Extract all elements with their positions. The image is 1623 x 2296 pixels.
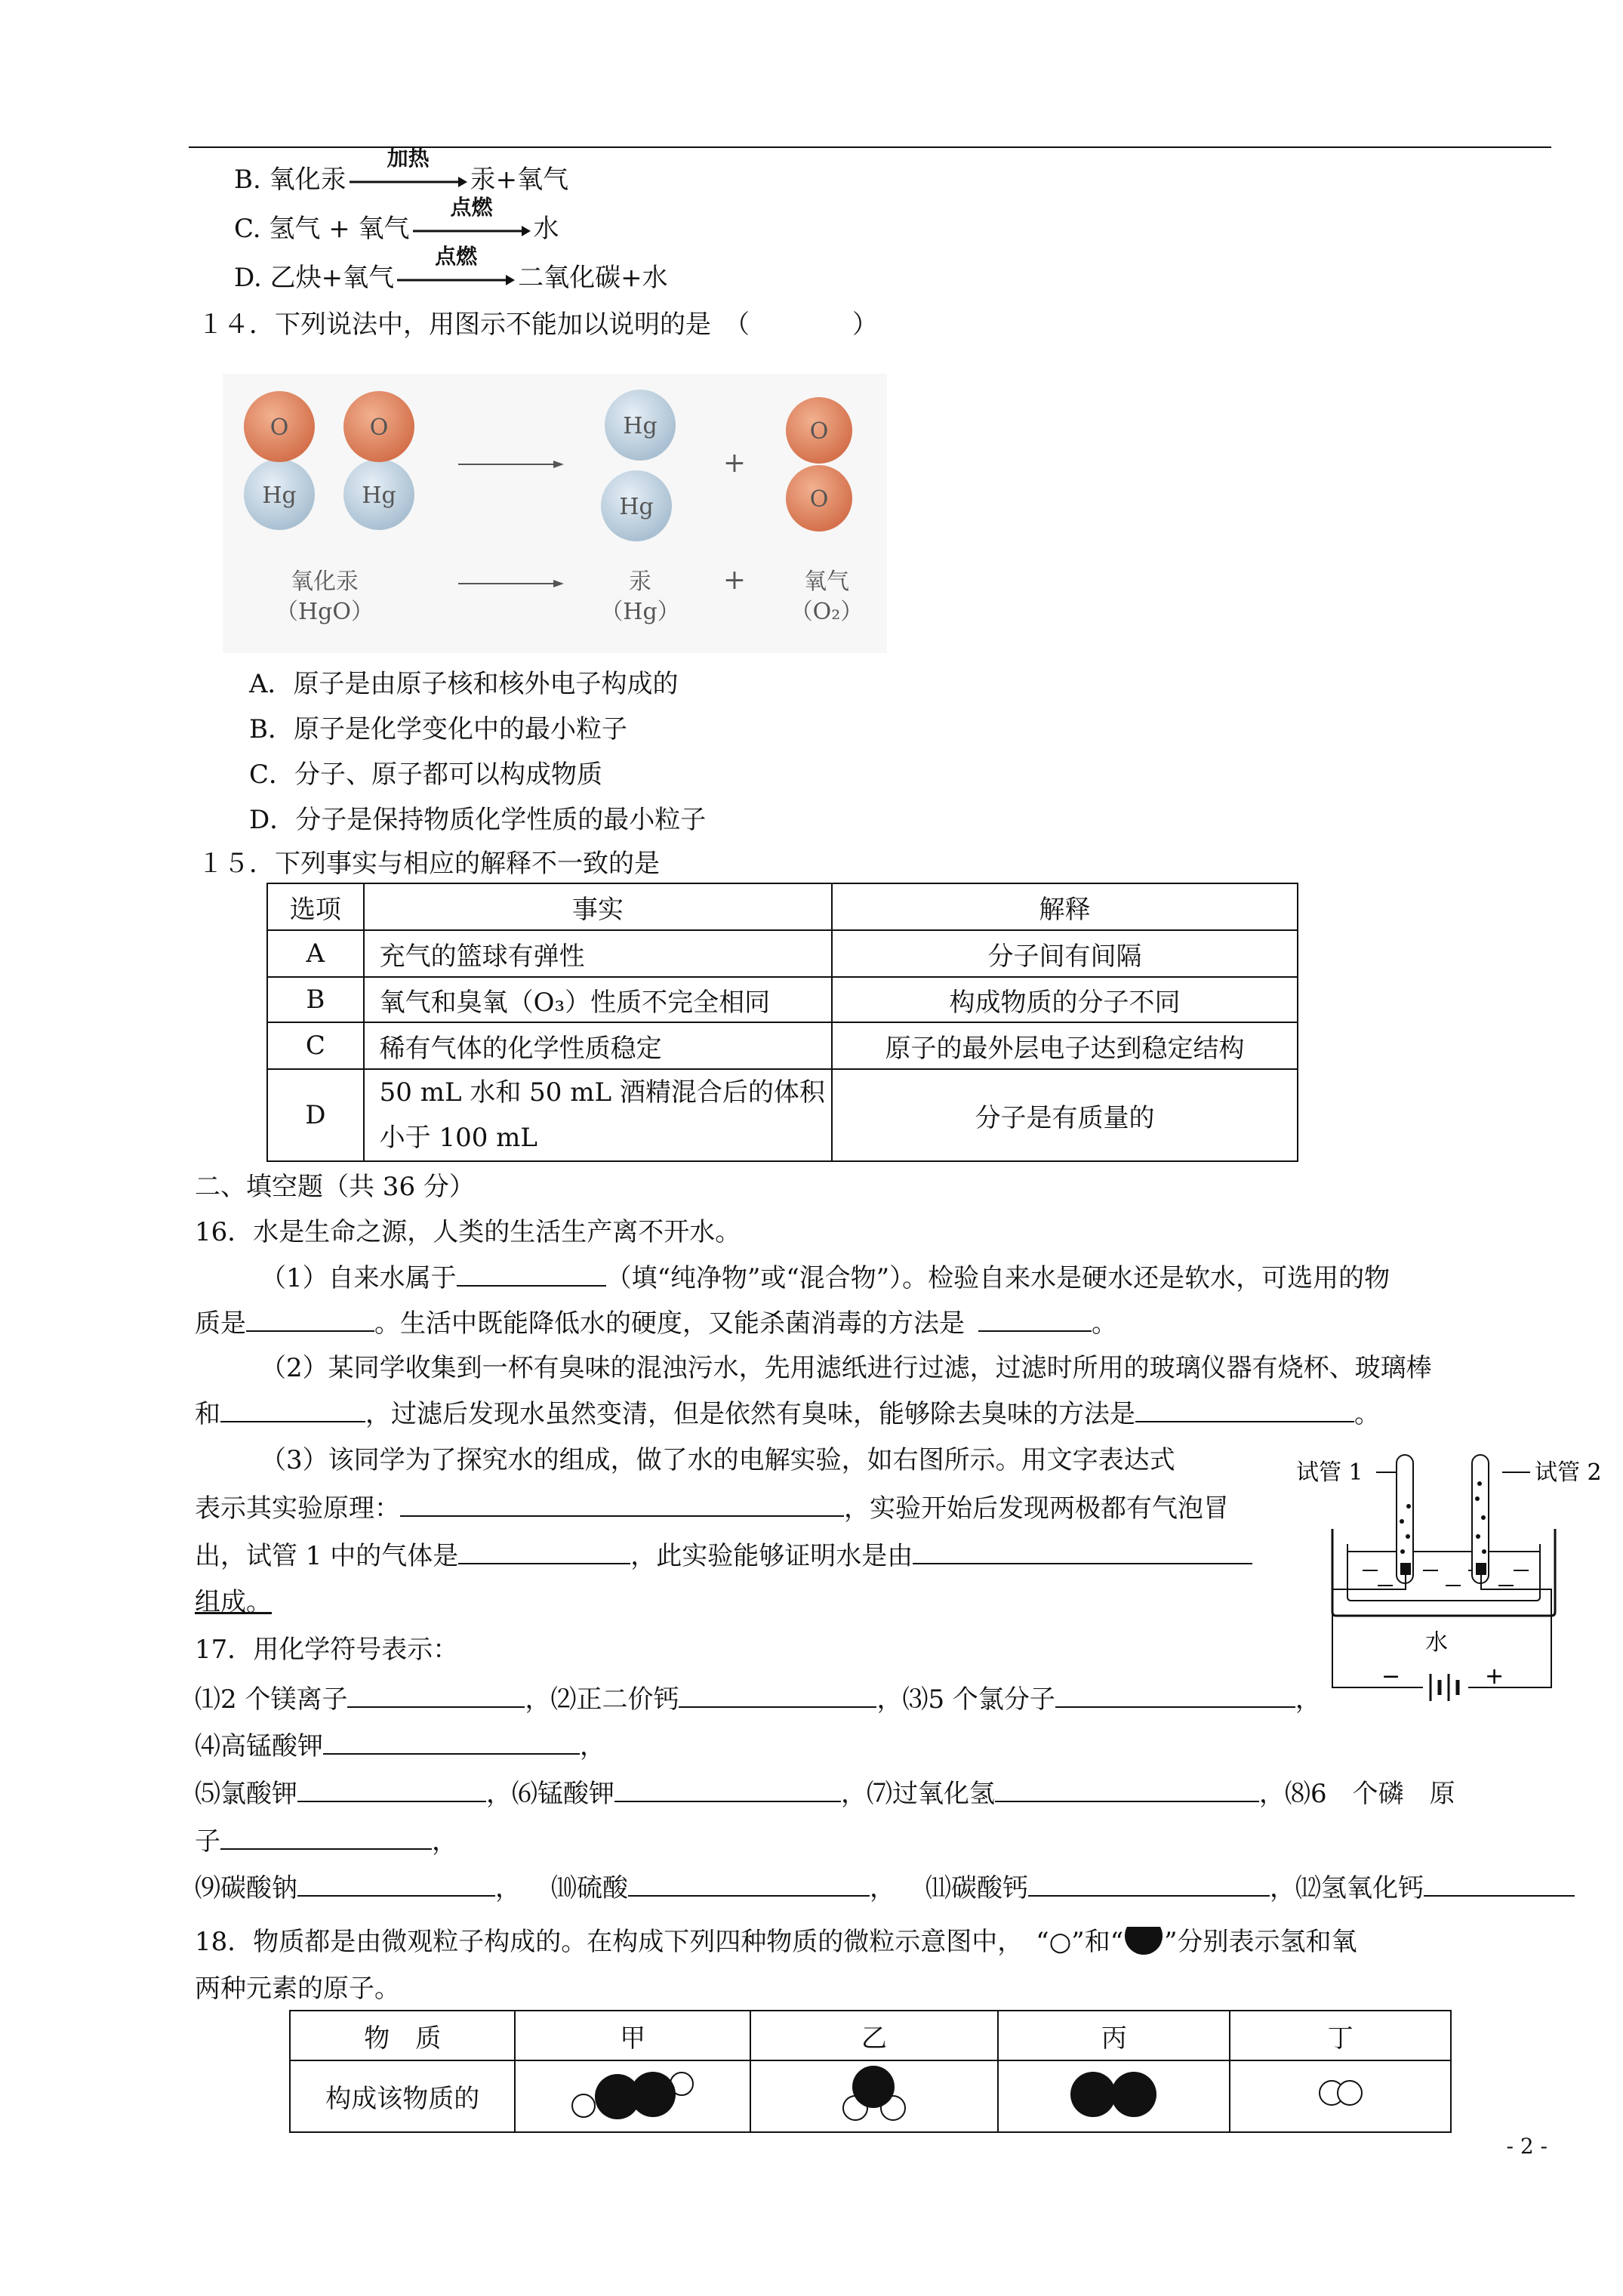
answer-blank[interactable] <box>995 1777 1259 1802</box>
hg-atom-label: Hg <box>262 482 297 509</box>
arrow-icon <box>413 223 531 239</box>
q18-table <box>289 2010 1452 2133</box>
o2-formula: （O₂） <box>790 599 864 625</box>
text: ”分别表示氢和氧 <box>1164 1927 1357 1957</box>
q16-part1-line2 <box>195 1306 1117 1340</box>
separator: ， <box>495 1873 521 1903</box>
q16-part1-line1 <box>260 1261 1390 1295</box>
answer-blank[interactable] <box>614 1777 841 1802</box>
q17-line3 <box>195 1777 1455 1811</box>
molecule-jia-icon <box>561 2063 704 2123</box>
table-header-row <box>290 2011 1451 2060</box>
q14-option-a: A．原子是由原子核和核外电子构成的 <box>249 669 679 699</box>
molecule-ding-cell <box>1230 2060 1451 2132</box>
q14-stem: １４．下列说法中，用图示不能加以说明的是 （ ） <box>198 310 878 340</box>
separator: ， <box>525 1684 551 1715</box>
answer-blank[interactable] <box>1424 1871 1575 1897</box>
hg-atom-label: Hg <box>623 413 658 439</box>
product-text: 水 <box>533 214 559 244</box>
table-row <box>267 1069 1298 1161</box>
molecule-jia-cell <box>515 2060 750 2132</box>
q16-part2-line2 <box>195 1397 1380 1431</box>
q16-part2-line1: （2）某同学收集到一杯有臭味的混浊污水，先用滤纸进行过滤，过滤时所用的玻璃仪器有烧杯、玻璃棒 <box>260 1353 1432 1383</box>
item-label: ⑵正二价钙 <box>550 1684 679 1715</box>
section-heading: 二、填空题（共 36 分） <box>195 1172 475 1202</box>
text: 。 <box>1092 1308 1117 1339</box>
electrode <box>1476 1563 1486 1575</box>
item-label: ⑼碳酸钠 <box>195 1873 297 1903</box>
water-label: 水 <box>1425 1629 1448 1656</box>
row-fact: 稀有气体的化学性质稳定 <box>364 1022 832 1069</box>
separator: ， <box>432 1826 457 1857</box>
row-label: 构成该物质的 <box>290 2060 515 2132</box>
header-option: 选项 <box>267 883 364 930</box>
header-bing: 丙 <box>998 2011 1230 2060</box>
item-label: ⑽硫酸 <box>551 1873 628 1903</box>
header-yi: 乙 <box>750 2011 999 2060</box>
q14-option-b: B．原子是化学变化中的最小粒子 <box>249 714 627 744</box>
page-number: - 2 - <box>1506 2134 1548 2159</box>
hgo-name: 氧化汞 <box>291 569 359 595</box>
hg-formula: （Hg） <box>600 599 680 625</box>
arrow-condition: 点燃 <box>450 195 493 220</box>
item-label: ⑹锰酸钾 <box>512 1779 614 1809</box>
answer-blank[interactable] <box>1028 1871 1270 1897</box>
text: 。 <box>1354 1399 1380 1429</box>
row-fact <box>364 1069 832 1161</box>
table-header-row <box>267 883 1298 930</box>
answer-blank[interactable] <box>323 1729 580 1755</box>
q16-part3-line3 <box>195 1539 1252 1573</box>
row-option: B <box>267 977 364 1022</box>
text: ，此实验能够证明水是由 <box>630 1541 913 1571</box>
header-fact: 事实 <box>364 883 832 930</box>
arrow-icon <box>397 273 515 288</box>
table-row <box>267 930 1298 977</box>
answer-blank[interactable] <box>457 1261 606 1287</box>
answer-blank[interactable] <box>913 1539 1252 1564</box>
text: （填“纯净物”或“混合物”）。检验自来水是硬水还是软水，可选用的物 <box>605 1263 1390 1293</box>
text: ，实验开始后发现两极都有气泡冒 <box>844 1493 1229 1524</box>
text: 18．物质都是由微观粒子构成的。在构成下列四种物质的微粒示意图中， “○”和“ <box>195 1927 1124 1957</box>
item-label: ⑸氯酸钾 <box>195 1779 297 1809</box>
separator: ， <box>1295 1684 1321 1715</box>
reactant-text: C. 氢气 + 氧气 <box>234 214 410 244</box>
answer-blank[interactable] <box>246 1306 374 1332</box>
answer-blank[interactable] <box>1135 1397 1354 1422</box>
answer-blank[interactable] <box>297 1777 486 1802</box>
q15-stem: １５．下列事实与相应的解释不一致的是 <box>198 849 660 879</box>
header-reason: 解释 <box>832 883 1298 930</box>
item-label: ⑶5 个氯分子 <box>902 1684 1055 1715</box>
plus-sign: + <box>722 565 747 596</box>
tube1-label: 试管 1 <box>1296 1459 1363 1486</box>
table-row <box>267 1022 1298 1069</box>
q17-line2 <box>195 1729 605 1763</box>
q17-line4 <box>195 1824 457 1858</box>
header-ding: 丁 <box>1230 2011 1451 2060</box>
arrow-icon <box>350 174 467 190</box>
separator: ， <box>1259 1779 1285 1809</box>
answer-blank[interactable] <box>458 1539 630 1564</box>
electrolysis-apparatus-diagram <box>1287 1446 1604 1718</box>
trough-inner <box>1347 1544 1540 1601</box>
row-fact: 氧气和臭氧（O₃）性质不完全相同 <box>364 977 832 1022</box>
product-text: 汞+氧气 <box>470 165 569 195</box>
tube2-label: 试管 2 <box>1535 1459 1602 1486</box>
plus-sign: + <box>722 448 747 479</box>
answer-blank[interactable] <box>347 1682 525 1708</box>
q18-stem-line1 <box>195 1925 1357 1960</box>
text: 出，试管 1 中的气体是 <box>195 1541 459 1571</box>
o-atom-label: O <box>369 415 389 441</box>
item-label: ⑺过氧化氢 <box>867 1779 995 1809</box>
row-reason: 构成物质的分子不同 <box>832 977 1298 1022</box>
q16-part3-line4: 组成。 <box>195 1587 272 1617</box>
answer-blank[interactable] <box>628 1871 870 1897</box>
separator: ， <box>1270 1873 1295 1903</box>
q16-part3-line1: （3）该同学为了探究水的组成，做了水的电解实验，如右图所示。用文字表达式 <box>260 1445 1175 1475</box>
separator: ， <box>876 1684 903 1715</box>
text: 和 <box>195 1399 220 1429</box>
row-reason: 原子的最外层电子达到稳定结构 <box>832 1022 1298 1069</box>
row-option: D <box>267 1069 364 1161</box>
item-label: ⑾碳酸钙 <box>925 1873 1028 1903</box>
answer-blank[interactable] <box>1055 1682 1295 1708</box>
water-lines <box>1363 1570 1529 1586</box>
molecule-ding-icon <box>1307 2070 1375 2116</box>
q17-line5 <box>195 1871 1575 1905</box>
text: （1）自来水属于 <box>260 1263 457 1293</box>
header-jia: 甲 <box>515 2011 750 2060</box>
q18-stem-line2: 两种元素的原子。 <box>195 1974 400 2004</box>
hg-name: 汞 <box>629 569 651 595</box>
item-label: 子 <box>195 1826 220 1857</box>
hg-atom-label: Hg <box>619 494 654 520</box>
item-label: ⑴2 个镁离子 <box>195 1684 348 1715</box>
text: 质是 <box>195 1308 246 1339</box>
row-fact-line1: 50 mL 水和 50 mL 酒精混合后的体积 <box>379 1077 825 1108</box>
answer-blank[interactable] <box>679 1682 876 1708</box>
trough <box>1332 1529 1555 1616</box>
row-reason: 分子是有质量的 <box>832 1069 1298 1161</box>
table-row <box>290 2060 1451 2132</box>
answer-blank[interactable] <box>297 1871 495 1897</box>
o-atom-label: O <box>809 486 829 513</box>
q14-option-c: C．分子、原子都可以构成物质 <box>249 760 603 790</box>
electrode <box>1400 1563 1411 1575</box>
q17-stem: 17．用化学符号表示： <box>195 1635 459 1665</box>
separator: ， <box>486 1779 512 1809</box>
row-reason: 分子间有间隔 <box>832 930 1298 977</box>
positive-terminal: + <box>1485 1663 1504 1690</box>
row-fact-line2: 小于 100 mL <box>379 1123 538 1153</box>
separator: ， <box>580 1731 605 1761</box>
molecule-yi-icon <box>825 2061 923 2125</box>
q16-stem: 16．水是生命之源，人类的生活生产离不开水。 <box>195 1217 741 1247</box>
hg-atom-label: Hg <box>362 482 396 509</box>
q16-part3-line2 <box>195 1491 1229 1525</box>
product-text: 二氧化碳+水 <box>518 263 668 293</box>
row-option: A <box>267 930 364 977</box>
row-option: C <box>267 1022 364 1069</box>
table-row <box>267 977 1298 1022</box>
o2-name: 氧气 <box>804 569 849 595</box>
item-label: ⑷高锰酸钾 <box>195 1731 323 1761</box>
text: ，过滤后发现水虽然变清，但是依然有臭味，能够除去臭味的方法是 <box>365 1399 1135 1429</box>
arrow-condition: 加热 <box>387 146 430 171</box>
arrow-condition: 点燃 <box>435 244 478 269</box>
separator: ， <box>870 1873 895 1903</box>
reactant-text: D. 乙炔+氧气 <box>234 263 395 293</box>
answer-blank[interactable] <box>978 1306 1092 1332</box>
negative-terminal: − <box>1381 1663 1401 1690</box>
text: 表示其实验原理： <box>195 1493 400 1524</box>
molecule-yi-cell <box>750 2060 999 2132</box>
q14-option-d: D．分子是保持物质化学性质的最小粒子 <box>249 805 707 835</box>
molecule-bing-icon <box>1061 2063 1167 2123</box>
separator: ， <box>841 1779 867 1809</box>
q15-table <box>266 883 1298 1162</box>
hgo-formula: （HgO） <box>276 599 374 625</box>
answer-blank[interactable] <box>220 1397 365 1422</box>
option-13-d <box>234 244 668 296</box>
item-label: ⑻6 个磷 原 <box>1285 1779 1455 1809</box>
text: 。生活中既能降低水的硬度，又能杀菌消毒的方法是 <box>374 1308 965 1339</box>
row-fact: 充气的篮球有弹性 <box>364 930 832 977</box>
item-label: ⑿氢氧化钙 <box>1295 1873 1424 1903</box>
answer-blank[interactable] <box>220 1824 432 1850</box>
answer-blank[interactable] <box>400 1491 844 1517</box>
q17-line1 <box>195 1682 1321 1716</box>
reactant-text: B. 氧化汞 <box>234 165 346 195</box>
mercury-oxide-decomposition-diagram <box>223 374 887 653</box>
molecule-bing-cell <box>998 2060 1230 2132</box>
oxygen-atom-icon <box>1123 1927 1164 1960</box>
o-atom-label: O <box>269 415 289 441</box>
reaction-arrow <box>397 244 515 296</box>
header-substance: 物 质 <box>290 2011 515 2060</box>
o-atom-label: O <box>809 418 829 445</box>
